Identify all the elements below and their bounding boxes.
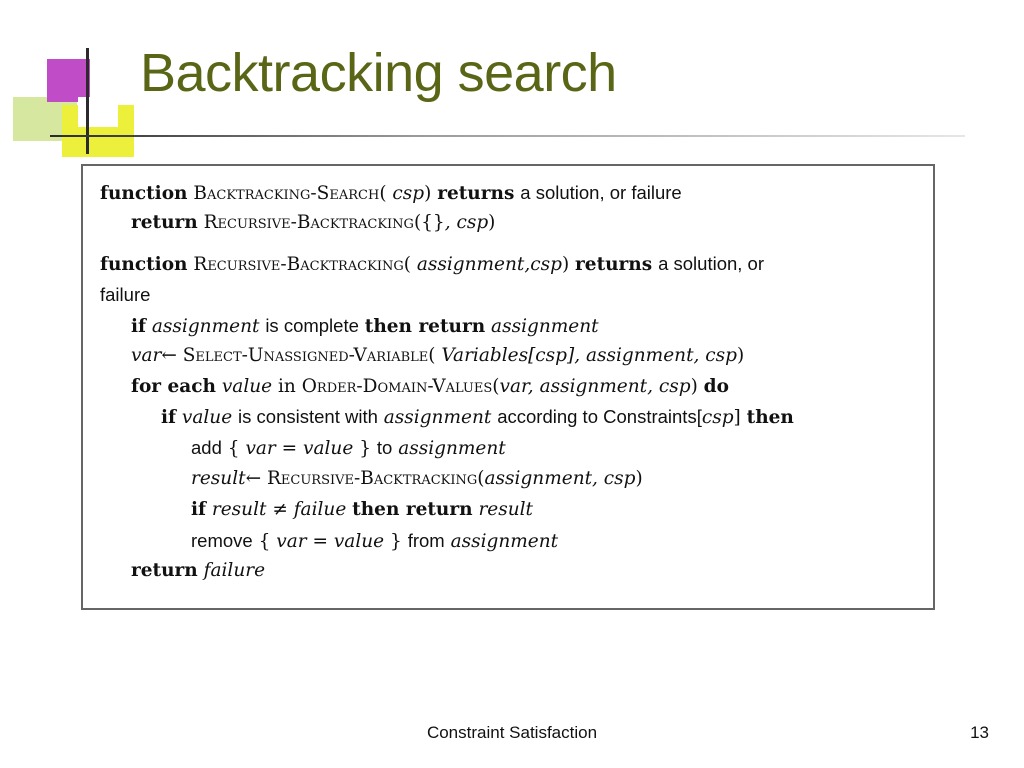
keyword-then: then bbox=[746, 407, 794, 428]
keyword-then-return: then return bbox=[364, 316, 486, 337]
function-name: Order-Domain-Values bbox=[301, 376, 493, 397]
paren-close: ) bbox=[690, 376, 698, 397]
var-assignment: assignment bbox=[450, 531, 559, 552]
keyword-if: if bbox=[161, 407, 176, 428]
algo-line-12 bbox=[191, 530, 558, 553]
keyword-if: if bbox=[191, 499, 206, 520]
keyword-for-each: for each bbox=[131, 376, 216, 397]
brace-open: { bbox=[227, 438, 240, 459]
text-add: add bbox=[191, 437, 222, 458]
keyword-if: if bbox=[131, 316, 146, 337]
keyword-return: return bbox=[131, 212, 198, 233]
var-value: value bbox=[221, 376, 273, 397]
var-value: value bbox=[181, 407, 233, 428]
expr-result-not-failure: result ≠ failue bbox=[211, 499, 347, 520]
title-underline bbox=[50, 135, 965, 137]
brace-open: { bbox=[258, 531, 271, 552]
algo-line-4 bbox=[100, 284, 150, 306]
return-description: a solution, or failure bbox=[520, 182, 682, 203]
paren-open: ( bbox=[477, 468, 485, 489]
function-name: Backtracking-Search bbox=[193, 183, 380, 204]
algo-line-13 bbox=[131, 560, 265, 582]
var-assignment: assignment bbox=[491, 316, 599, 337]
arrow: ← bbox=[161, 345, 177, 366]
function-name: Recursive-Backtracking bbox=[203, 212, 414, 233]
algo-line-3 bbox=[100, 253, 764, 276]
keyword-then-return: then return bbox=[352, 499, 473, 520]
keyword-function: function bbox=[100, 254, 188, 275]
page-number: 13 bbox=[970, 723, 989, 742]
args: assignment,csp bbox=[416, 254, 562, 275]
keyword-returns: returns bbox=[575, 254, 653, 275]
expr-var-equals-value: var = value bbox=[276, 531, 385, 552]
algo-line-1 bbox=[100, 182, 682, 205]
function-name: Recursive-Backtracking bbox=[266, 468, 478, 489]
paren-close: ) bbox=[635, 468, 643, 489]
slide-footer: Constraint Satisfaction bbox=[426, 723, 598, 742]
decor-vertical-line bbox=[86, 48, 89, 154]
keyword-return: return bbox=[131, 560, 198, 581]
text-to: to bbox=[376, 437, 393, 458]
brace-close: } bbox=[390, 531, 402, 552]
function-name: Recursive-Backtracking bbox=[193, 254, 404, 275]
paren-close: ) bbox=[561, 254, 570, 275]
slide-title: Backtracking search bbox=[140, 43, 617, 103]
algo-line-8 bbox=[161, 406, 794, 429]
args: var, assignment, csp bbox=[499, 376, 691, 397]
keyword-returns: returns bbox=[437, 183, 515, 204]
keyword-in: in bbox=[278, 376, 296, 397]
keyword-do: do bbox=[703, 376, 729, 397]
args: assignment, csp bbox=[484, 468, 636, 489]
var-failure: failure bbox=[203, 560, 266, 581]
expr-var-equals-value: var = value bbox=[245, 438, 354, 459]
args: Variables[csp], assignment, csp bbox=[441, 345, 737, 366]
paren-close: ) bbox=[736, 345, 745, 366]
paren-open: ( bbox=[379, 183, 387, 204]
keyword-function: function bbox=[100, 183, 188, 204]
paren-close: ) bbox=[424, 183, 432, 204]
paren-open: ( bbox=[492, 376, 500, 397]
var-result: result bbox=[191, 468, 246, 489]
decor-white-square bbox=[78, 97, 118, 127]
args-empty-set: ({} bbox=[413, 212, 445, 233]
function-name: Select-Unassigned-Variable bbox=[182, 345, 429, 366]
algo-line-9 bbox=[191, 437, 506, 460]
var-assignment: assignment bbox=[398, 438, 506, 459]
algo-line-6 bbox=[131, 345, 744, 367]
arrow: ← bbox=[245, 468, 262, 489]
brace-close: } bbox=[359, 438, 371, 459]
algo-line-11 bbox=[191, 499, 533, 521]
algo-line-5 bbox=[131, 315, 599, 338]
text-remove: remove bbox=[191, 530, 253, 551]
text-according-to-constraints: according to Constraints[ bbox=[497, 406, 702, 427]
var-result: result bbox=[478, 499, 533, 520]
paren-open: ( bbox=[428, 345, 436, 366]
var-assignment: assignment bbox=[383, 407, 492, 428]
text-from: from bbox=[407, 530, 445, 551]
paren-open: ( bbox=[403, 254, 411, 275]
arg-csp: , csp bbox=[444, 212, 489, 233]
return-description-cont: failure bbox=[100, 284, 151, 305]
text-is-complete: is complete bbox=[265, 315, 359, 336]
algo-line-2 bbox=[131, 212, 495, 234]
paren-close: ) bbox=[488, 212, 496, 233]
var-assignment: assignment bbox=[151, 316, 260, 337]
var-csp: csp bbox=[701, 407, 734, 428]
decor-magenta-square bbox=[47, 59, 90, 102]
var-var: var bbox=[131, 345, 162, 366]
return-description: a solution, or bbox=[658, 253, 765, 274]
algo-line-10 bbox=[191, 468, 643, 490]
arg-csp: csp bbox=[392, 183, 425, 204]
algorithm-box bbox=[81, 164, 935, 610]
bracket-close: ] bbox=[733, 407, 741, 428]
text-is-consistent-with: is consistent with bbox=[238, 406, 378, 427]
algo-line-7 bbox=[131, 376, 729, 398]
